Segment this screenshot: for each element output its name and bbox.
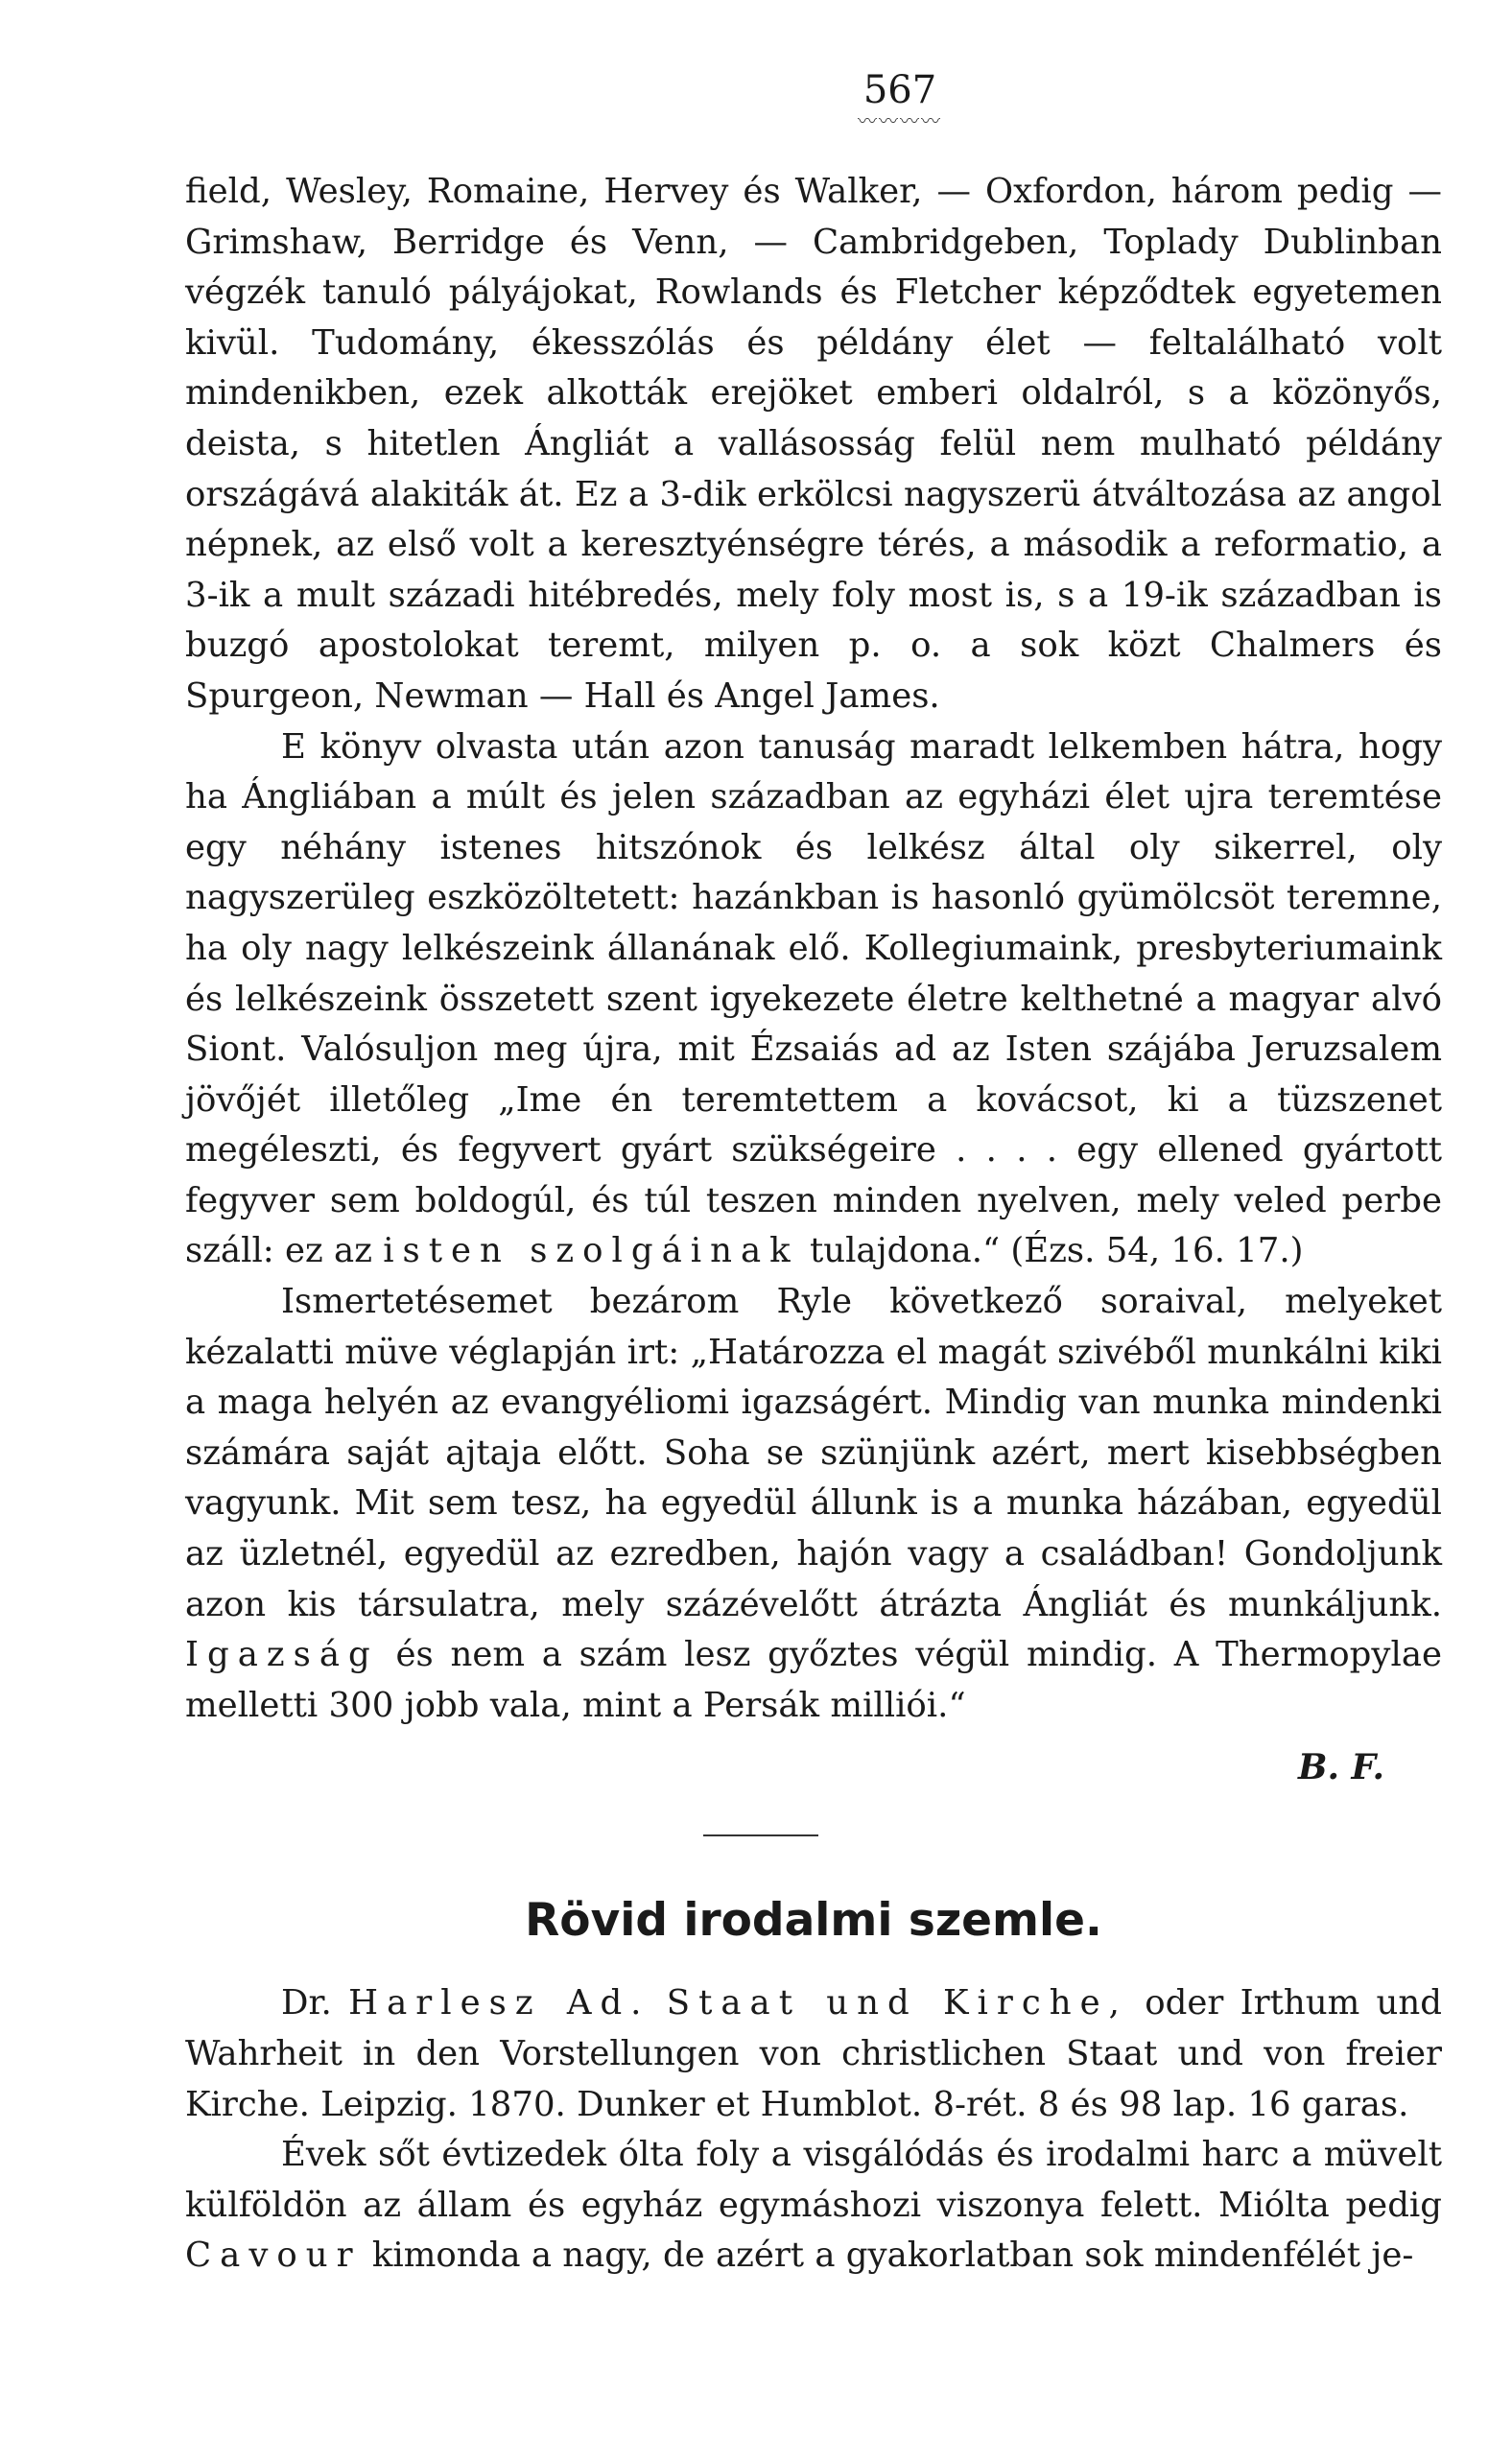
- spaced-emphasis: isten szolgáinak: [383, 1231, 799, 1271]
- article-signature: B. F.: [1298, 1747, 1384, 1788]
- section-heading: Rövid irodalmi szemle.: [525, 1894, 1102, 1948]
- section-divider: [703, 1834, 818, 1836]
- article-paragraph-3: Ismertetésemet bezárom Ryle következő soraival, melyeket kézalatti müve véglapján irt: „Határozza el magát szivéből munkálni kiki a maga helyén az evangyéliomi igazságért. Mindig van munka mindenki számára saját ajtaja előtt. Soha se szünjünk azért, mert kisebbségben vagyunk. Mit sem tesz, ha egyedül állunk is a munka házában, egyedül az üzletnél, egyedül az ezredben, hajón vagy a családban! Gondoljunk azon kis társulatra, mely százévelőtt átrázta Ángliát és munkáljunk. Igazság és nem a szám lesz győztes végül mindig. A Thermopylae melletti 300 jobb vala, mint a Persák milliói.“: [185, 1282, 1442, 1725]
- review-title: Staat und Kirche,: [666, 1983, 1128, 2023]
- spaced-emphasis: Cavour: [185, 2236, 362, 2276]
- review-body: [185, 1978, 1442, 2282]
- spaced-emphasis: Igazság: [185, 1635, 379, 1675]
- document-page: [185, 67, 1442, 2282]
- article-body: [185, 167, 1442, 1731]
- article-paragraph-1: field, Wesley, Romaine, Hervey és Walker, — Oxfordon, három pedig — Grimshaw, Berridge és Venn, — Cambridgeben, Toplady Dublinban végzék tanuló pályájokat, Rowlands és Fletcher képződtek egyetemen kivül. Tudomány, ékesszólás és példány élet — feltalálható volt mindenikben, ezek alkották erejöket emberi oldalról, s a közönyős, deista, s hitetlen Ángliát a vallásosság felül nem mulható példány országává alakiták át. Ez a 3-dik erkölcsi nagyszerü átváltozása az angol népnek, az első volt a keresztyénségre térés, a második a reformatio, a 3-ik a mult századi hitébredés, mely foly most is, s a 19-ik században is buzgó apostolokat teremt, milyen p. o. a sok közt Chalmers és Spurgeon, Newman — Hall és Angel James.: [185, 172, 1442, 716]
- review-paragraph-1: Évek sőt évtizedek ólta foly a visgálódás és irodalmi harc a müvelt külföldön az állam és egyház egymáshozi viszonya felett. Miólta pedig Cavour kimonda a nagy, de azért a gyakorlatban sok mindenfélét je-: [185, 2135, 1442, 2276]
- review-citation: Dr. Harlesz Ad. Staat und Kirche, oder Irthum und Wahrheit in den Vorstellungen von christlichen Staat und von freier Kirche. Leipzig. 1870. Dunker et Humblot. 8-rét. 8 és 98 lap. 16 garas.: [185, 1983, 1442, 2124]
- article-paragraph-2: E könyv olvasta után azon tanuság maradt lelkemben hátra, hogy ha Ángliában a múlt és jelen században az egyházi élet ujra teremtése egy néhány istenes hitszónok és lelkész által oly sikerrel, oly nagyszerüleg eszközöltetett: hazánkban is hasonló gyümölcsöt teremne, ha oly nagy lelkészeink állanának elő. Kollegiumaink, presbyteriumaink és lelkészeink összetett szent igyekezete életre kelthetné a magyar alvó Siont. Valósuljon meg újra, mit Ézsaiás ad az Isten szájába Jeruzsalem jövőjét illetőleg „Ime én teremtettem a kovácsot, ki a tüzszenet megéleszti, és fegyvert gyárt szükségeire . . . . egy ellened gyártott fegyver sem boldogúl, és túl teszen minden nyelven, mely veled perbe száll: ez az isten szolgáinak tulajdona.“ (Ézs. 54, 16. 17.): [185, 726, 1442, 1271]
- page-number: 567: [862, 68, 937, 112]
- review-author: Harlesz Ad.: [348, 1983, 650, 2023]
- page-number-ornament: 〰〰〰〰: [858, 109, 942, 132]
